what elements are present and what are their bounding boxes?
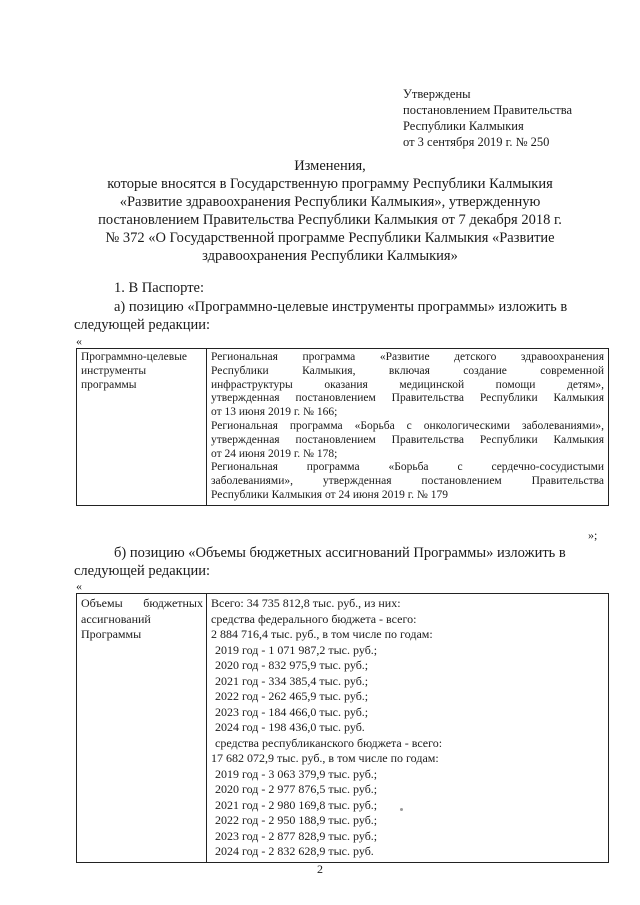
table-a-content-line: от 13 июня 2019 г. № 166; [211,406,338,419]
open-quote: « [76,334,82,348]
table-b-content-line: 2023 год - 2 877 828,9 тыс. руб.; [215,828,378,843]
table-b-label: Программы [81,627,142,641]
heading-line: № 372 «О Государственной программе Республики Калмыкия «Развитие [105,230,555,246]
item-a-intro-cont: следующей редакции: [74,317,211,333]
table-a-content-line: инфраструктуры оказания медицинской помощи детям», [211,378,604,391]
table-b-content-line: 2024 год - 198 436,0 тыс. руб. [215,720,365,734]
table-b-content-line: 2023 год - 184 466,0 тыс. руб.; [215,704,369,719]
table-b-content-line: 2 884 716,4 тыс. руб., в том числе по годам: [211,627,433,641]
approval-line: Утверждены [403,87,471,101]
page-number: 2 [317,862,323,876]
close-quote: »; [588,528,598,542]
heading-line: постановлением Правительства Республики Калмыкия от 7 декабря 2018 г. [98,212,562,228]
passport-table-a [76,348,609,506]
approval-line: от 3 сентября 2019 г. № 250 [403,135,550,149]
table-b-content-line: средства федерального бюджета - всего: [211,611,417,626]
table-b-content-line: 2019 год - 1 071 987,2 тыс. руб.; [215,642,378,657]
table-a-content-line: утвержденная постановлением Правительства Республики Калмыкия [211,392,604,405]
section-title: 1. В Паспорте: [114,280,205,296]
table-b-content-cell [207,594,609,863]
table-b-label: Объемы бюджетных [81,596,203,610]
heading-line: «Развитие здравоохранения Республики Калмыкия», утвержденную [119,194,541,210]
open-quote: « [76,579,82,593]
table-b-content-line: 2020 год - 2 977 876,5 тыс. руб.; [215,782,378,796]
passport-table-b [76,593,609,863]
table-a-label: Программно-целевые [81,351,188,363]
table-a-content-line: заболеваниями», утвержденная постановлением Правительства [211,475,604,488]
table-b-content-line: 2022 год - 262 465,9 тыс. руб.; [215,689,369,703]
approval-block [403,86,572,150]
table-b-content-line: 17 682 072,9 тыс. руб., в том числе по годам: [211,751,439,765]
table-b-content-line: 2019 год - 3 063 379,9 тыс. руб.; [215,766,378,781]
table-b-content-line: 2021 год - 2 980 169,8 тыс. руб.; [215,797,378,812]
table-a-content-line: утвержденная постановлением Правительства Республики Калмыкия [211,433,604,446]
table-a-label-cell [77,349,207,506]
scan-speck [400,808,403,811]
table-a-label: программы [81,378,137,391]
table-b-content-line: 2020 год - 832 975,9 тыс. руб.; [215,658,369,672]
approval-line: Республики Калмыкия [403,119,524,133]
table-b-content-line: 2022 год - 2 950 188,9 тыс. руб.; [215,813,378,827]
table-b-label-cell [77,594,207,863]
item-b-intro-cont: следующей редакции: [74,563,211,579]
heading-line: Изменения, [294,158,366,174]
table-a-content-cell [207,349,609,506]
heading-line: которые вносятся в Государственную программу Республики Калмыкия [107,176,553,192]
approval-line: постановлением Правительства [403,103,573,117]
table-a-content-line: Республики Калмыкия, включая создание современной [211,364,604,377]
heading-line: здравоохранения Республики Калмыкия» [202,248,458,264]
table-b-content-line: средства республиканского бюджета - всего: [215,735,443,750]
table-b-content-line: 2024 год - 2 832 628,9 тыс. руб. [215,844,374,858]
table-a-content-line: Региональная программа «Развитие детского здравоохранения [211,351,604,363]
item-b-intro: б) позицию «Объемы бюджетных ассигнований Программы» изложить в [114,545,566,561]
table-b-content-line: 2021 год - 334 385,4 тыс. руб.; [215,673,369,688]
item-a-intro: а) позицию «Программно-целевые инструменты программы» изложить в [114,299,568,315]
table-a-label: инструменты [81,364,147,377]
table-a-content-line: Региональная программа «Борьба с онкологическими заболеваниями», [211,419,604,432]
table-a-content-line: от 24 июня 2019 г. № 178; [211,447,338,460]
table-b-content-line: Всего: 34 735 812,8 тыс. руб., из них: [211,596,401,610]
table-a-content-line: Республики Калмыкия от 24 июня 2019 г. № 179 [211,488,449,501]
table-a-content-line: Региональная программа «Борьба с сердечно-сосудистыми [211,461,604,474]
document-heading [60,157,600,265]
table-b-label: ассигнований [81,611,151,626]
